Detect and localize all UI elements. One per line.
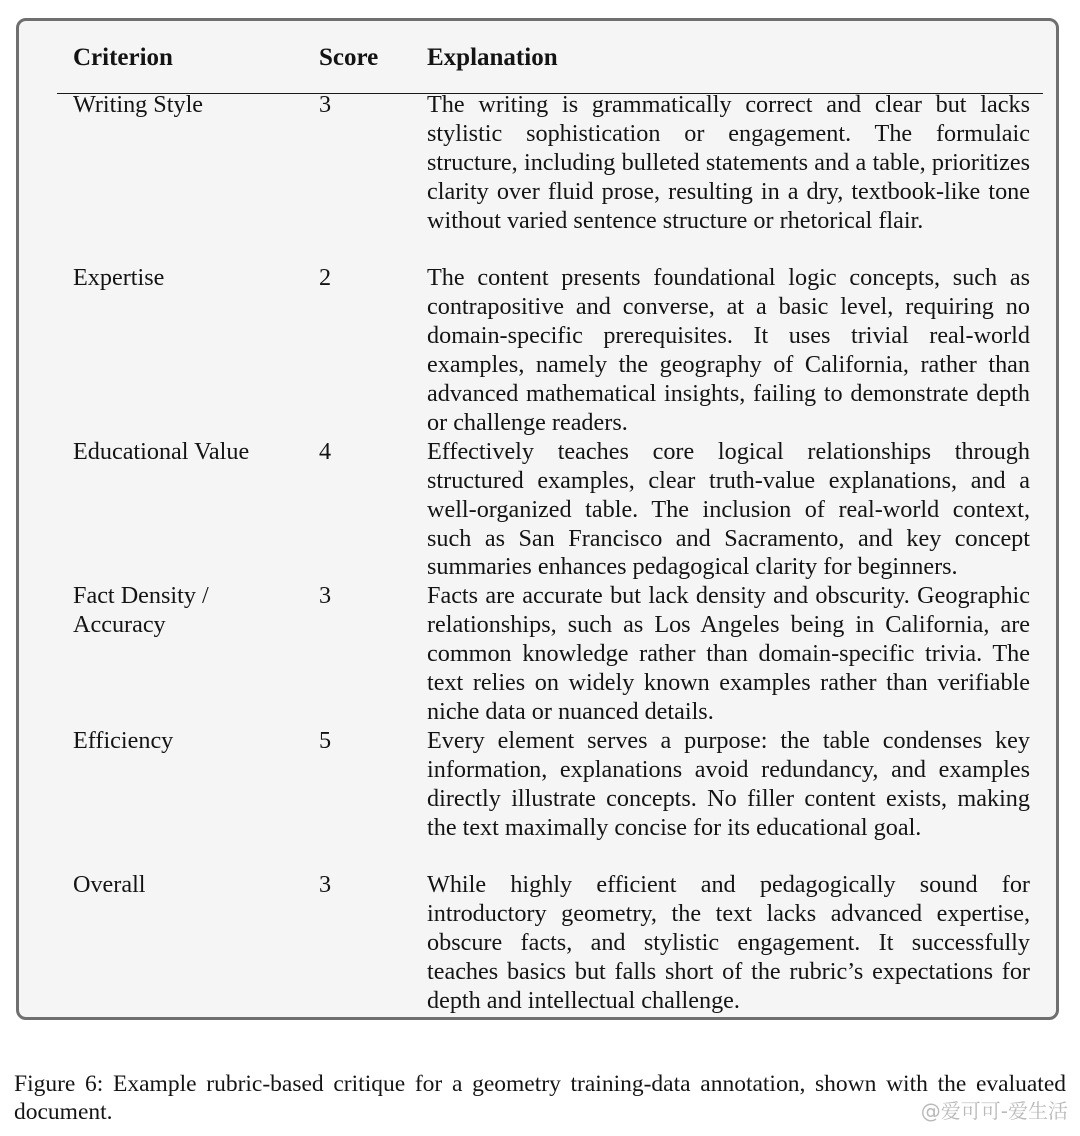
header-criterion: Criterion <box>73 44 173 71</box>
score-cell: 3 <box>319 871 332 899</box>
criterion-cell: Fact Density / Accuracy <box>73 582 209 639</box>
explanation-cell: The content presents foundational logic concepts, such as contrapositive and converse, at a basic level, requiring no domain-specific prerequisites. It uses trivial real-world examples, namely the geography of California, rather than advanced mathematical insights, failing to demonstrate depth or challenge readers. <box>427 264 1030 436</box>
table-row <box>57 91 1043 264</box>
score-cell: 3 <box>319 582 332 610</box>
header-explanation: Explanation <box>427 44 558 71</box>
table-row <box>57 264 1043 437</box>
criterion-cell: Educational Value <box>73 437 250 465</box>
figure-caption: Figure 6: Example rubric-based critique for a geometry training-data annotation, shown with the evaluated document. <box>14 1071 1066 1125</box>
score-cell: 2 <box>319 264 332 292</box>
explanation-cell: While highly efficient and pedagogically sound for introductory geometry, the text lacks advanced expertise, obscure facts, and stylistic engagement. It successfully teaches basics but falls short of the rubric’s expectations for depth and intellectual challenge. <box>427 871 1030 1014</box>
explanation-cell: Every element serves a purpose: the table condenses key information, explanations avoid redundancy, and examples directly illustrate concepts. No filler content exists, making the text maximally concise for its educational goal. <box>427 726 1030 841</box>
table-row <box>57 582 1043 727</box>
score-cell: 3 <box>319 91 332 118</box>
explanation-cell: The writing is grammatically correct and clear but lacks stylistic sophistication or engagement. The formulaic structure, including bulleted statements and a table, prioritizes clarity over fluid prose, resulting in a dry, textbook-like tone without varied sentence structure or rhetorical flair. <box>427 91 1030 234</box>
score-cell: 5 <box>319 726 332 754</box>
rubric-table <box>57 41 1043 1014</box>
table-row <box>57 727 1043 872</box>
explanation-cell: Facts are accurate but lack density and obscurity. Geographic relationships, such as Los Angeles being in California, are common knowledge rather than domain-specific trivia. The text relies on widely known examples rather than verifiable niche data or nuanced details. <box>427 582 1030 725</box>
criterion-cell: Writing Style <box>73 91 204 118</box>
rubric-critique-box <box>16 18 1059 1020</box>
table-row <box>57 438 1043 583</box>
table-row <box>57 871 1043 1016</box>
score-cell: 4 <box>319 437 332 465</box>
explanation-cell: Effectively teaches core logical relationships through structured examples, clear truth-value explanations, and a well-organized table. The inclusion of real-world context, such as San Francisco and Sacramento, and key concept summaries enhances pedagogical clarity for beginners. <box>427 437 1030 581</box>
table-header <box>57 41 1043 75</box>
header-score: Score <box>319 44 379 71</box>
table-body <box>57 91 1043 1016</box>
watermark: @爱可可-爱生活 <box>920 1099 1068 1123</box>
criterion-cell: Efficiency <box>73 726 174 754</box>
criterion-cell: Expertise <box>73 264 165 292</box>
criterion-cell: Overall <box>73 871 146 899</box>
